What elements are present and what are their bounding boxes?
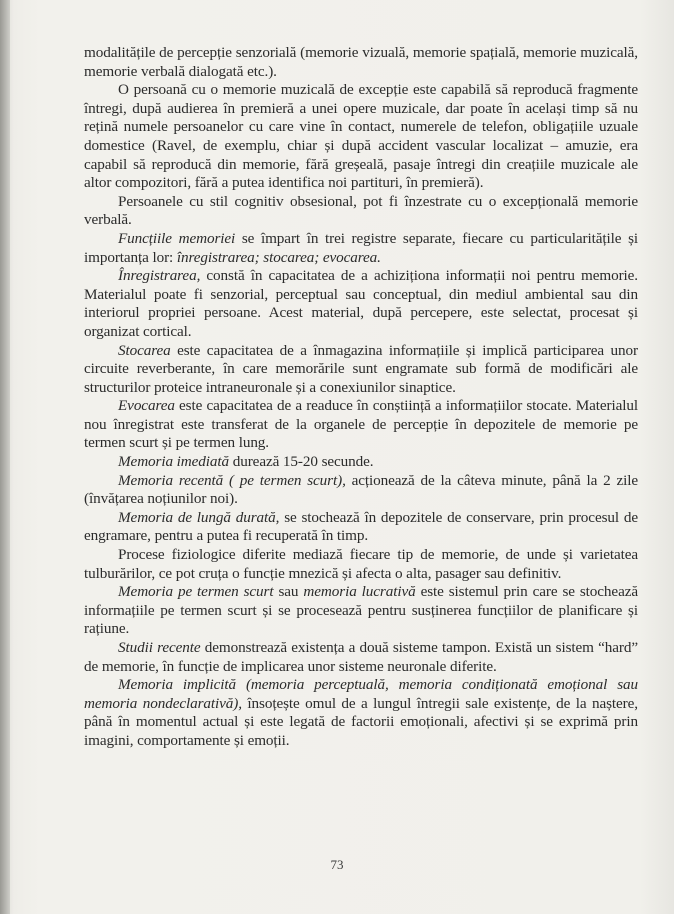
paragraph xyxy=(84,44,638,81)
italic-text: Memoria pe termen scurt xyxy=(118,583,274,601)
page-binding-edge xyxy=(0,0,10,914)
paragraph xyxy=(84,193,638,230)
text-run: însoțește omul de a lungul întregii sale existențe, de la naștere, până în momentul actual și este legată de factorii emoționali, afectivi și se exprimă prin imagini, comportamente și emoții. xyxy=(84,694,638,749)
paragraph xyxy=(84,583,638,639)
italic-text: Memoria de lungă durată, xyxy=(118,508,280,526)
italic-text: Funcțiile memoriei xyxy=(118,229,236,247)
text-run: acționează de la câteva minute, până la 2 zile (învățarea noțiunilor noi). xyxy=(84,471,638,508)
page-number: 73 xyxy=(330,857,344,872)
text-run: Procese fiziologice diferite mediază fiecare tip de memorie, de unde și varietatea tulburărilor, ce pot cruța o funcție mnezică și afecta o alta, pasager sau definitiv. xyxy=(84,546,638,582)
text-run: este sistemul prin care se stochează informațiile pe termen scurt și se procesează pentru susținerea funcțiilor de planificare și rațiune. xyxy=(84,583,638,638)
text-run: O persoană cu o memorie muzicală de excepție este capabilă să reproducă fragmente întregi, după audierea în premieră a unei opere muzicale, dar poate în același timp să nu rețină numele persoanelor cu care vine în contact, numerele de telefon, obligațiile uzuale domestice (Ravel, de exemplu, chiar și după accident vascular localizat – amuzie, era capabil să reproducă din memorie, fără greșeală, pasaje întregi din creațiile muzicale ale altor compozitori, fără a putea identifica noi partituri, în premieră). xyxy=(84,81,638,192)
text-run: este capacitatea de a înmagazina informațiile și implică participarea unor circuite reverberante, în care memorările sunt engramate sub formă de modificări ale structurilor proteice intraneuronale și a conexiunilor sinaptice. xyxy=(84,341,638,396)
paragraph xyxy=(84,397,638,453)
text-run: modalitățile de percepție senzorială (memorie vizuală, memorie spațială, memorie muzicală, memorie verbală dialogată etc.). xyxy=(84,44,638,80)
paragraph xyxy=(84,676,638,750)
paragraph xyxy=(84,472,638,509)
page-body xyxy=(84,44,638,751)
paragraph xyxy=(84,453,638,472)
italic-text: Memoria recentă ( pe termen scurt), xyxy=(118,471,346,489)
text-run: se stochează în depozitele de conservare, prin procesul de engramare, pentru a putea fi recuperată în timp. xyxy=(84,508,638,545)
text-run: Persoanele cu stil cognitiv obsesional, pot fi înzestrate cu o excepțională memorie verbală. xyxy=(84,192,638,229)
paragraph xyxy=(84,267,638,341)
text-run: demonstrează existența a două sisteme tampon. Există un sistem “hard” de memorie, în funcție de implicarea unor sisteme neuronale diferite. xyxy=(84,639,638,675)
paragraph xyxy=(84,509,638,546)
italic-text: Memoria imediată xyxy=(118,453,230,471)
italic-text: Memoria implicită (memoria perceptuală, memoria condiționată emoțional sau memoria nondeclarativă), xyxy=(84,676,638,712)
italic-text: Evocarea xyxy=(118,397,175,415)
text-run: constă în capacitatea de a achiziționa informații noi pentru memorie. Materialul poate fi senzorial, perceptual sau conceptual, din mediul ambiental sau din interiorul propriei persoane. Acest material, după percepere, este selectat, procesat și organizat cortical. xyxy=(84,267,638,340)
paragraph xyxy=(84,230,638,267)
italic-text: Înregistrarea, xyxy=(118,267,201,285)
paragraph xyxy=(84,81,638,193)
italic-text: Stocarea xyxy=(118,341,171,359)
italic-text: Studii recente xyxy=(118,639,201,656)
text-run: sau xyxy=(273,583,304,601)
italic-text: înregistrarea; stocarea; evocarea. xyxy=(176,248,381,266)
paragraph xyxy=(84,546,638,583)
italic-text: memoria lucrativă xyxy=(303,583,416,601)
text-run: se împart în trei registre separate, fiecare cu particularitățile și importanța lor: xyxy=(84,229,638,266)
text-run: este capacitatea de a readuce în conștiință a informațiilor stocate. Materialul nou înregistrat este transferat de la organele de percepție în depozitele de memorie pe termen scurt și pe termen lung. xyxy=(84,397,638,452)
paragraph xyxy=(84,342,638,398)
text-run: durează 15-20 secunde. xyxy=(229,453,374,471)
paragraph xyxy=(84,639,638,676)
